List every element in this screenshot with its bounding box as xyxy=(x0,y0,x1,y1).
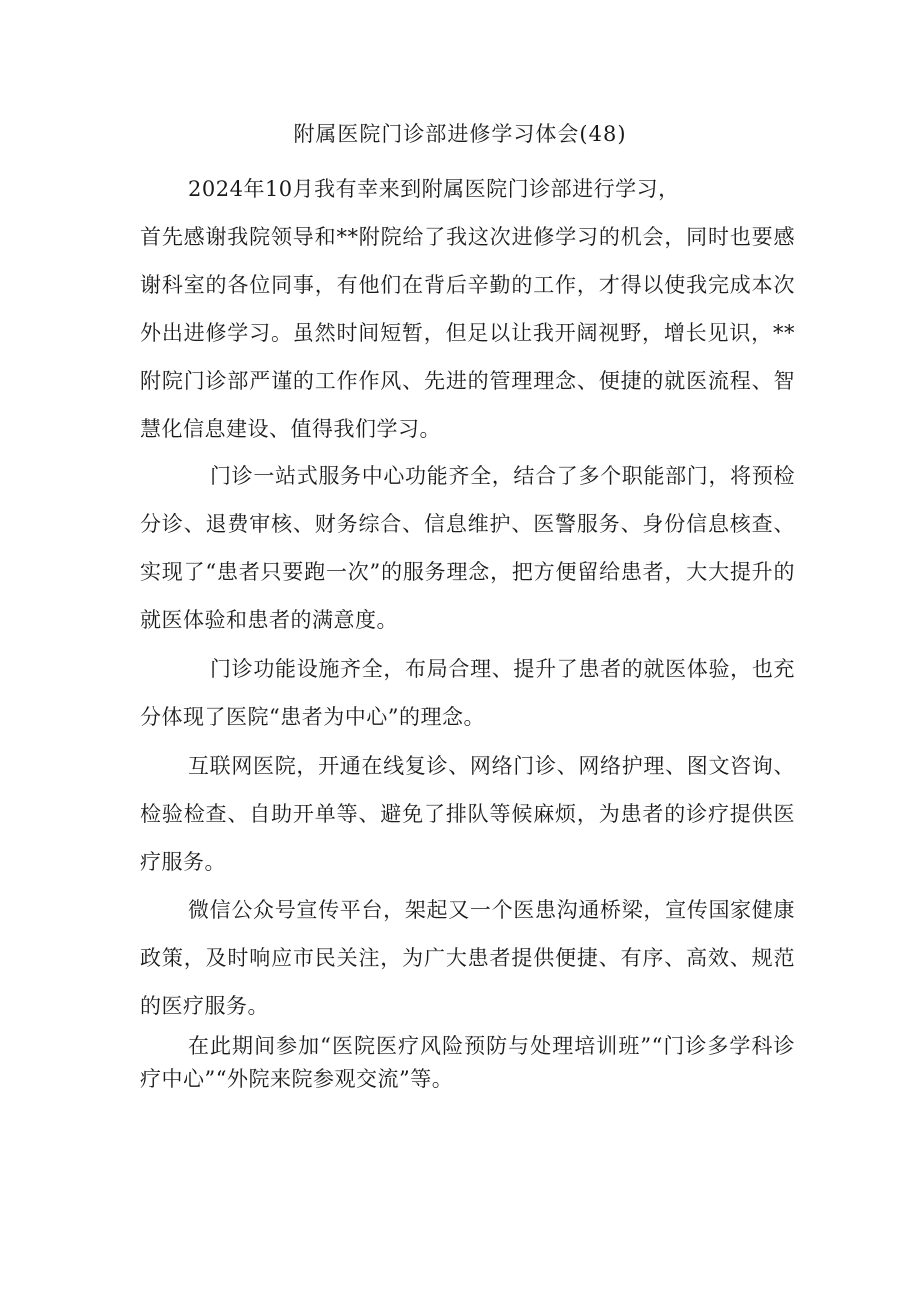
document-title: 附属医院门诊部进修学习体会(48) xyxy=(293,122,627,146)
paragraph-3: 门诊功能设施齐全，布局合理、提升了患者的就医体验，也充分体现了医院“患者为中心”的理念。 xyxy=(140,657,795,729)
paragraph-1-body: 首先感谢我院领导和**附院给了我这次进修学习的机会，同时也要感谢科室的各位同事，有他们在背后辛勤的工作，才得以使我完成本次外出进修学习。虽然时间短暂，但足以让我开阔视野，增长见识，**附院门诊部严谨的工作作风、先进的管理理念、便捷的就医流程、智慧化信息建设、值得我们学习。 xyxy=(140,225,795,441)
paragraph-6: 在此期间参加“医院医疗风险预防与处理培训班”“门诊多学科诊疗中心”“外院来院参观交流”等。 xyxy=(140,1034,795,1091)
paragraph-2: 门诊一站式服务中心功能齐全，结合了多个职能部门，将预检分诊、退费审核、财务综合、信息维护、医警服务、身份信息核查、实现了“患者只要跑一次”的服务理念，把方便留给患者，大大提升的就医体验和患者的满意度。 xyxy=(140,464,795,632)
paragraph-5: 微信公众号宣传平台，架起又一个医患沟通桥梁，宣传国家健康政策，及时响应市民关注，为广大患者提供便捷、有序、高效、规范的医疗服务。 xyxy=(140,898,795,1018)
paragraph-1 xyxy=(140,165,795,453)
paragraph-1-first-line: 2024年10月我有幸来到附属医院门诊部进行学习， xyxy=(188,177,680,201)
paragraph-4: 互联网医院，开通在线复诊、网络门诊、网络护理、图文咨询、检验检查、自助开单等、避免了排队等候麻烦，为患者的诊疗提供医疗服务。 xyxy=(140,754,795,874)
